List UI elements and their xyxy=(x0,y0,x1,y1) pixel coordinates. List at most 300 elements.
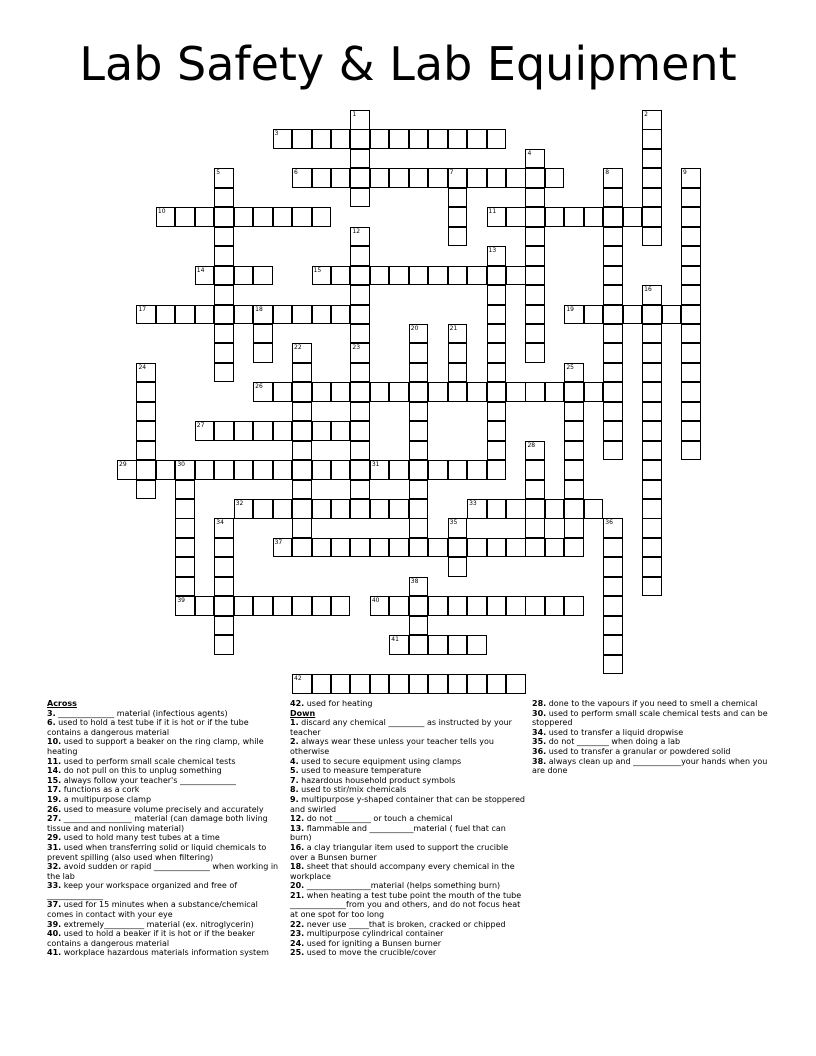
grid-cell[interactable] xyxy=(350,110,370,130)
grid-cell[interactable] xyxy=(545,382,565,402)
grid-cell[interactable] xyxy=(234,207,254,227)
grid-cell[interactable] xyxy=(214,246,234,266)
grid-cell[interactable] xyxy=(487,129,507,149)
grid-cell[interactable] xyxy=(642,227,662,247)
grid-cell[interactable] xyxy=(448,382,468,402)
grid-cell[interactable] xyxy=(584,207,604,227)
grid-cell[interactable] xyxy=(525,343,545,363)
grid-cell[interactable] xyxy=(487,246,507,266)
grid-cell[interactable] xyxy=(642,518,662,538)
grid-cell[interactable] xyxy=(409,402,429,422)
grid-cell[interactable] xyxy=(331,674,351,694)
grid-cell[interactable] xyxy=(214,285,234,305)
grid-cell[interactable] xyxy=(273,460,293,480)
grid-cell[interactable] xyxy=(370,168,390,188)
grid-cell[interactable] xyxy=(525,499,545,519)
grid-cell[interactable] xyxy=(292,129,312,149)
grid-cell[interactable] xyxy=(175,207,195,227)
grid-cell[interactable] xyxy=(350,382,370,402)
grid-cell[interactable] xyxy=(428,129,448,149)
grid-cell[interactable] xyxy=(253,207,273,227)
grid-cell[interactable] xyxy=(273,382,293,402)
grid-cell[interactable] xyxy=(564,421,584,441)
grid-cell[interactable] xyxy=(506,382,526,402)
grid-cell[interactable] xyxy=(428,538,448,558)
grid-cell[interactable] xyxy=(253,305,273,325)
grid-cell[interactable] xyxy=(117,460,137,480)
grid-cell[interactable] xyxy=(292,480,312,500)
grid-cell[interactable] xyxy=(331,596,351,616)
grid-cell[interactable] xyxy=(253,499,273,519)
grid-cell[interactable] xyxy=(214,227,234,247)
grid-cell[interactable] xyxy=(409,518,429,538)
grid-cell[interactable] xyxy=(292,168,312,188)
grid-cell[interactable] xyxy=(214,168,234,188)
grid-cell[interactable] xyxy=(525,538,545,558)
grid-cell[interactable] xyxy=(525,324,545,344)
grid-cell[interactable] xyxy=(448,460,468,480)
grid-cell[interactable] xyxy=(253,460,273,480)
grid-cell[interactable] xyxy=(487,363,507,383)
grid-cell[interactable] xyxy=(603,441,623,461)
grid-cell[interactable] xyxy=(409,441,429,461)
grid-cell[interactable] xyxy=(389,499,409,519)
grid-cell[interactable] xyxy=(409,168,429,188)
grid-cell[interactable] xyxy=(603,188,623,208)
grid-cell[interactable] xyxy=(214,324,234,344)
grid-cell[interactable] xyxy=(214,305,234,325)
grid-cell[interactable] xyxy=(292,382,312,402)
grid-cell[interactable] xyxy=(370,674,390,694)
grid-cell[interactable] xyxy=(253,421,273,441)
grid-cell[interactable] xyxy=(487,305,507,325)
grid-cell[interactable] xyxy=(642,577,662,597)
grid-cell[interactable] xyxy=(214,635,234,655)
grid-cell[interactable] xyxy=(545,168,565,188)
grid-cell[interactable] xyxy=(234,460,254,480)
grid-cell[interactable] xyxy=(681,402,701,422)
grid-cell[interactable] xyxy=(195,421,215,441)
grid-cell[interactable] xyxy=(312,499,332,519)
grid-cell[interactable] xyxy=(389,635,409,655)
grid-cell[interactable] xyxy=(525,460,545,480)
grid-cell[interactable] xyxy=(350,285,370,305)
grid-cell[interactable] xyxy=(292,207,312,227)
grid-cell[interactable] xyxy=(214,266,234,286)
grid-cell[interactable] xyxy=(681,285,701,305)
grid-cell[interactable] xyxy=(467,129,487,149)
grid-cell[interactable] xyxy=(681,363,701,383)
grid-cell[interactable] xyxy=(642,149,662,169)
grid-cell[interactable] xyxy=(603,285,623,305)
grid-cell[interactable] xyxy=(195,596,215,616)
grid-cell[interactable] xyxy=(409,266,429,286)
grid-cell[interactable] xyxy=(681,382,701,402)
grid-cell[interactable] xyxy=(487,207,507,227)
grid-cell[interactable] xyxy=(214,577,234,597)
grid-cell[interactable] xyxy=(331,382,351,402)
grid-cell[interactable] xyxy=(448,518,468,538)
grid-cell[interactable] xyxy=(681,227,701,247)
grid-cell[interactable] xyxy=(467,635,487,655)
grid-cell[interactable] xyxy=(603,402,623,422)
grid-cell[interactable] xyxy=(525,305,545,325)
grid-cell[interactable] xyxy=(623,305,643,325)
grid-cell[interactable] xyxy=(350,343,370,363)
grid-cell[interactable] xyxy=(467,596,487,616)
grid-cell[interactable] xyxy=(136,441,156,461)
grid-cell[interactable] xyxy=(545,207,565,227)
grid-cell[interactable] xyxy=(350,149,370,169)
grid-cell[interactable] xyxy=(312,596,332,616)
grid-cell[interactable] xyxy=(448,343,468,363)
grid-cell[interactable] xyxy=(175,538,195,558)
grid-cell[interactable] xyxy=(253,382,273,402)
grid-cell[interactable] xyxy=(409,480,429,500)
grid-cell[interactable] xyxy=(253,596,273,616)
grid-cell[interactable] xyxy=(642,480,662,500)
grid-cell[interactable] xyxy=(312,305,332,325)
grid-cell[interactable] xyxy=(603,557,623,577)
grid-cell[interactable] xyxy=(545,596,565,616)
grid-cell[interactable] xyxy=(312,382,332,402)
grid-cell[interactable] xyxy=(214,596,234,616)
grid-cell[interactable] xyxy=(350,266,370,286)
grid-cell[interactable] xyxy=(428,596,448,616)
grid-cell[interactable] xyxy=(370,460,390,480)
grid-cell[interactable] xyxy=(603,518,623,538)
grid-cell[interactable] xyxy=(409,538,429,558)
grid-cell[interactable] xyxy=(136,480,156,500)
grid-cell[interactable] xyxy=(642,421,662,441)
grid-cell[interactable] xyxy=(603,538,623,558)
grid-cell[interactable] xyxy=(136,402,156,422)
grid-cell[interactable] xyxy=(448,188,468,208)
grid-cell[interactable] xyxy=(564,402,584,422)
grid-cell[interactable] xyxy=(195,266,215,286)
grid-cell[interactable] xyxy=(545,499,565,519)
grid-cell[interactable] xyxy=(370,596,390,616)
grid-cell[interactable] xyxy=(312,460,332,480)
grid-cell[interactable] xyxy=(273,538,293,558)
grid-cell[interactable] xyxy=(487,460,507,480)
grid-cell[interactable] xyxy=(331,460,351,480)
grid-cell[interactable] xyxy=(467,499,487,519)
grid-cell[interactable] xyxy=(564,596,584,616)
grid-cell[interactable] xyxy=(370,499,390,519)
grid-cell[interactable] xyxy=(681,168,701,188)
grid-cell[interactable] xyxy=(564,305,584,325)
grid-cell[interactable] xyxy=(292,402,312,422)
grid-cell[interactable] xyxy=(525,149,545,169)
grid-cell[interactable] xyxy=(545,538,565,558)
grid-cell[interactable] xyxy=(642,441,662,461)
grid-cell[interactable] xyxy=(603,421,623,441)
grid-cell[interactable] xyxy=(331,266,351,286)
grid-cell[interactable] xyxy=(312,266,332,286)
grid-cell[interactable] xyxy=(175,596,195,616)
grid-cell[interactable] xyxy=(525,480,545,500)
grid-cell[interactable] xyxy=(195,460,215,480)
grid-cell[interactable] xyxy=(525,207,545,227)
grid-cell[interactable] xyxy=(467,674,487,694)
grid-cell[interactable] xyxy=(350,460,370,480)
grid-cell[interactable] xyxy=(214,343,234,363)
grid-cell[interactable] xyxy=(506,168,526,188)
grid-cell[interactable] xyxy=(214,557,234,577)
grid-cell[interactable] xyxy=(409,129,429,149)
grid-cell[interactable] xyxy=(525,227,545,247)
grid-cell[interactable] xyxy=(603,246,623,266)
grid-cell[interactable] xyxy=(136,363,156,383)
grid-cell[interactable] xyxy=(331,305,351,325)
grid-cell[interactable] xyxy=(506,674,526,694)
grid-cell[interactable] xyxy=(642,285,662,305)
grid-cell[interactable] xyxy=(681,324,701,344)
grid-cell[interactable] xyxy=(642,129,662,149)
grid-cell[interactable] xyxy=(409,343,429,363)
grid-cell[interactable] xyxy=(603,227,623,247)
grid-cell[interactable] xyxy=(214,518,234,538)
grid-cell[interactable] xyxy=(525,246,545,266)
grid-cell[interactable] xyxy=(642,402,662,422)
grid-cell[interactable] xyxy=(273,129,293,149)
grid-cell[interactable] xyxy=(428,266,448,286)
grid-cell[interactable] xyxy=(487,168,507,188)
grid-cell[interactable] xyxy=(564,460,584,480)
grid-cell[interactable] xyxy=(350,674,370,694)
grid-cell[interactable] xyxy=(584,499,604,519)
grid-cell[interactable] xyxy=(525,168,545,188)
grid-cell[interactable] xyxy=(487,538,507,558)
grid-cell[interactable] xyxy=(292,363,312,383)
grid-cell[interactable] xyxy=(370,266,390,286)
grid-cell[interactable] xyxy=(389,382,409,402)
grid-cell[interactable] xyxy=(409,635,429,655)
grid-cell[interactable] xyxy=(350,324,370,344)
grid-cell[interactable] xyxy=(487,674,507,694)
grid-cell[interactable] xyxy=(389,460,409,480)
grid-cell[interactable] xyxy=(642,207,662,227)
grid-cell[interactable] xyxy=(603,168,623,188)
grid-cell[interactable] xyxy=(487,402,507,422)
grid-cell[interactable] xyxy=(448,207,468,227)
grid-cell[interactable] xyxy=(409,616,429,636)
grid-cell[interactable] xyxy=(350,441,370,461)
grid-cell[interactable] xyxy=(156,460,176,480)
grid-cell[interactable] xyxy=(292,538,312,558)
grid-cell[interactable] xyxy=(389,674,409,694)
grid-cell[interactable] xyxy=(564,207,584,227)
grid-cell[interactable] xyxy=(175,518,195,538)
grid-cell[interactable] xyxy=(564,441,584,461)
grid-cell[interactable] xyxy=(642,168,662,188)
grid-cell[interactable] xyxy=(331,129,351,149)
grid-cell[interactable] xyxy=(175,480,195,500)
grid-cell[interactable] xyxy=(428,460,448,480)
grid-cell[interactable] xyxy=(681,343,701,363)
grid-cell[interactable] xyxy=(642,188,662,208)
grid-cell[interactable] xyxy=(409,674,429,694)
grid-cell[interactable] xyxy=(195,305,215,325)
grid-cell[interactable] xyxy=(681,266,701,286)
grid-cell[interactable] xyxy=(487,343,507,363)
grid-cell[interactable] xyxy=(681,188,701,208)
grid-cell[interactable] xyxy=(642,305,662,325)
grid-cell[interactable] xyxy=(428,674,448,694)
grid-cell[interactable] xyxy=(312,674,332,694)
grid-cell[interactable] xyxy=(525,382,545,402)
grid-cell[interactable] xyxy=(370,382,390,402)
grid-cell[interactable] xyxy=(214,421,234,441)
grid-cell[interactable] xyxy=(525,441,545,461)
grid-cell[interactable] xyxy=(331,421,351,441)
grid-cell[interactable] xyxy=(642,499,662,519)
grid-cell[interactable] xyxy=(292,421,312,441)
grid-cell[interactable] xyxy=(506,266,526,286)
grid-cell[interactable] xyxy=(428,382,448,402)
grid-cell[interactable] xyxy=(350,421,370,441)
grid-cell[interactable] xyxy=(681,305,701,325)
grid-cell[interactable] xyxy=(448,168,468,188)
grid-cell[interactable] xyxy=(214,616,234,636)
grid-cell[interactable] xyxy=(448,227,468,247)
grid-cell[interactable] xyxy=(253,266,273,286)
grid-cell[interactable] xyxy=(136,421,156,441)
grid-cell[interactable] xyxy=(175,460,195,480)
grid-cell[interactable] xyxy=(175,499,195,519)
grid-cell[interactable] xyxy=(234,305,254,325)
grid-cell[interactable] xyxy=(564,363,584,383)
grid-cell[interactable] xyxy=(409,363,429,383)
grid-cell[interactable] xyxy=(350,402,370,422)
grid-cell[interactable] xyxy=(350,246,370,266)
grid-cell[interactable] xyxy=(662,305,682,325)
grid-cell[interactable] xyxy=(350,305,370,325)
grid-cell[interactable] xyxy=(681,246,701,266)
grid-cell[interactable] xyxy=(350,363,370,383)
grid-cell[interactable] xyxy=(312,207,332,227)
grid-cell[interactable] xyxy=(312,538,332,558)
grid-cell[interactable] xyxy=(331,538,351,558)
grid-cell[interactable] xyxy=(448,557,468,577)
grid-cell[interactable] xyxy=(603,596,623,616)
grid-cell[interactable] xyxy=(467,382,487,402)
grid-cell[interactable] xyxy=(448,538,468,558)
grid-cell[interactable] xyxy=(292,518,312,538)
grid-cell[interactable] xyxy=(487,596,507,616)
grid-cell[interactable] xyxy=(312,421,332,441)
grid-cell[interactable] xyxy=(506,207,526,227)
grid-cell[interactable] xyxy=(292,499,312,519)
grid-cell[interactable] xyxy=(681,421,701,441)
grid-cell[interactable] xyxy=(525,188,545,208)
grid-cell[interactable] xyxy=(214,188,234,208)
grid-cell[interactable] xyxy=(409,577,429,597)
grid-cell[interactable] xyxy=(642,382,662,402)
grid-cell[interactable] xyxy=(370,538,390,558)
grid-cell[interactable] xyxy=(292,596,312,616)
grid-cell[interactable] xyxy=(603,635,623,655)
grid-cell[interactable] xyxy=(292,305,312,325)
grid-cell[interactable] xyxy=(195,207,215,227)
grid-cell[interactable] xyxy=(253,324,273,344)
grid-cell[interactable] xyxy=(136,305,156,325)
grid-cell[interactable] xyxy=(448,266,468,286)
grid-cell[interactable] xyxy=(487,266,507,286)
grid-cell[interactable] xyxy=(564,538,584,558)
grid-cell[interactable] xyxy=(350,168,370,188)
grid-cell[interactable] xyxy=(525,518,545,538)
grid-cell[interactable] xyxy=(603,382,623,402)
grid-cell[interactable] xyxy=(409,324,429,344)
grid-cell[interactable] xyxy=(564,382,584,402)
grid-cell[interactable] xyxy=(156,207,176,227)
grid-cell[interactable] xyxy=(467,266,487,286)
grid-cell[interactable] xyxy=(156,305,176,325)
grid-cell[interactable] xyxy=(350,480,370,500)
grid-cell[interactable] xyxy=(136,382,156,402)
grid-cell[interactable] xyxy=(175,577,195,597)
grid-cell[interactable] xyxy=(273,499,293,519)
grid-cell[interactable] xyxy=(350,227,370,247)
grid-cell[interactable] xyxy=(525,285,545,305)
grid-cell[interactable] xyxy=(448,324,468,344)
grid-cell[interactable] xyxy=(603,616,623,636)
grid-cell[interactable] xyxy=(409,460,429,480)
grid-cell[interactable] xyxy=(292,441,312,461)
grid-cell[interactable] xyxy=(603,577,623,597)
grid-cell[interactable] xyxy=(312,129,332,149)
grid-cell[interactable] xyxy=(312,168,332,188)
grid-cell[interactable] xyxy=(584,305,604,325)
grid-cell[interactable] xyxy=(603,363,623,383)
grid-cell[interactable] xyxy=(487,324,507,344)
grid-cell[interactable] xyxy=(642,324,662,344)
grid-cell[interactable] xyxy=(487,421,507,441)
grid-cell[interactable] xyxy=(584,382,604,402)
grid-cell[interactable] xyxy=(175,305,195,325)
grid-cell[interactable] xyxy=(506,499,526,519)
grid-cell[interactable] xyxy=(603,343,623,363)
grid-cell[interactable] xyxy=(448,596,468,616)
grid-cell[interactable] xyxy=(409,382,429,402)
grid-cell[interactable] xyxy=(292,674,312,694)
grid-cell[interactable] xyxy=(448,129,468,149)
grid-cell[interactable] xyxy=(467,168,487,188)
grid-cell[interactable] xyxy=(428,635,448,655)
grid-cell[interactable] xyxy=(448,635,468,655)
grid-cell[interactable] xyxy=(273,207,293,227)
grid-cell[interactable] xyxy=(506,596,526,616)
grid-cell[interactable] xyxy=(564,518,584,538)
grid-cell[interactable] xyxy=(214,460,234,480)
grid-cell[interactable] xyxy=(292,460,312,480)
grid-cell[interactable] xyxy=(292,343,312,363)
grid-cell[interactable] xyxy=(603,324,623,344)
grid-cell[interactable] xyxy=(642,557,662,577)
grid-cell[interactable] xyxy=(564,499,584,519)
grid-cell[interactable] xyxy=(642,460,662,480)
grid-cell[interactable] xyxy=(409,596,429,616)
grid-cell[interactable] xyxy=(214,538,234,558)
grid-cell[interactable] xyxy=(234,499,254,519)
grid-cell[interactable] xyxy=(389,168,409,188)
grid-cell[interactable] xyxy=(214,207,234,227)
grid-cell[interactable] xyxy=(253,343,273,363)
grid-cell[interactable] xyxy=(525,596,545,616)
grid-cell[interactable] xyxy=(350,538,370,558)
